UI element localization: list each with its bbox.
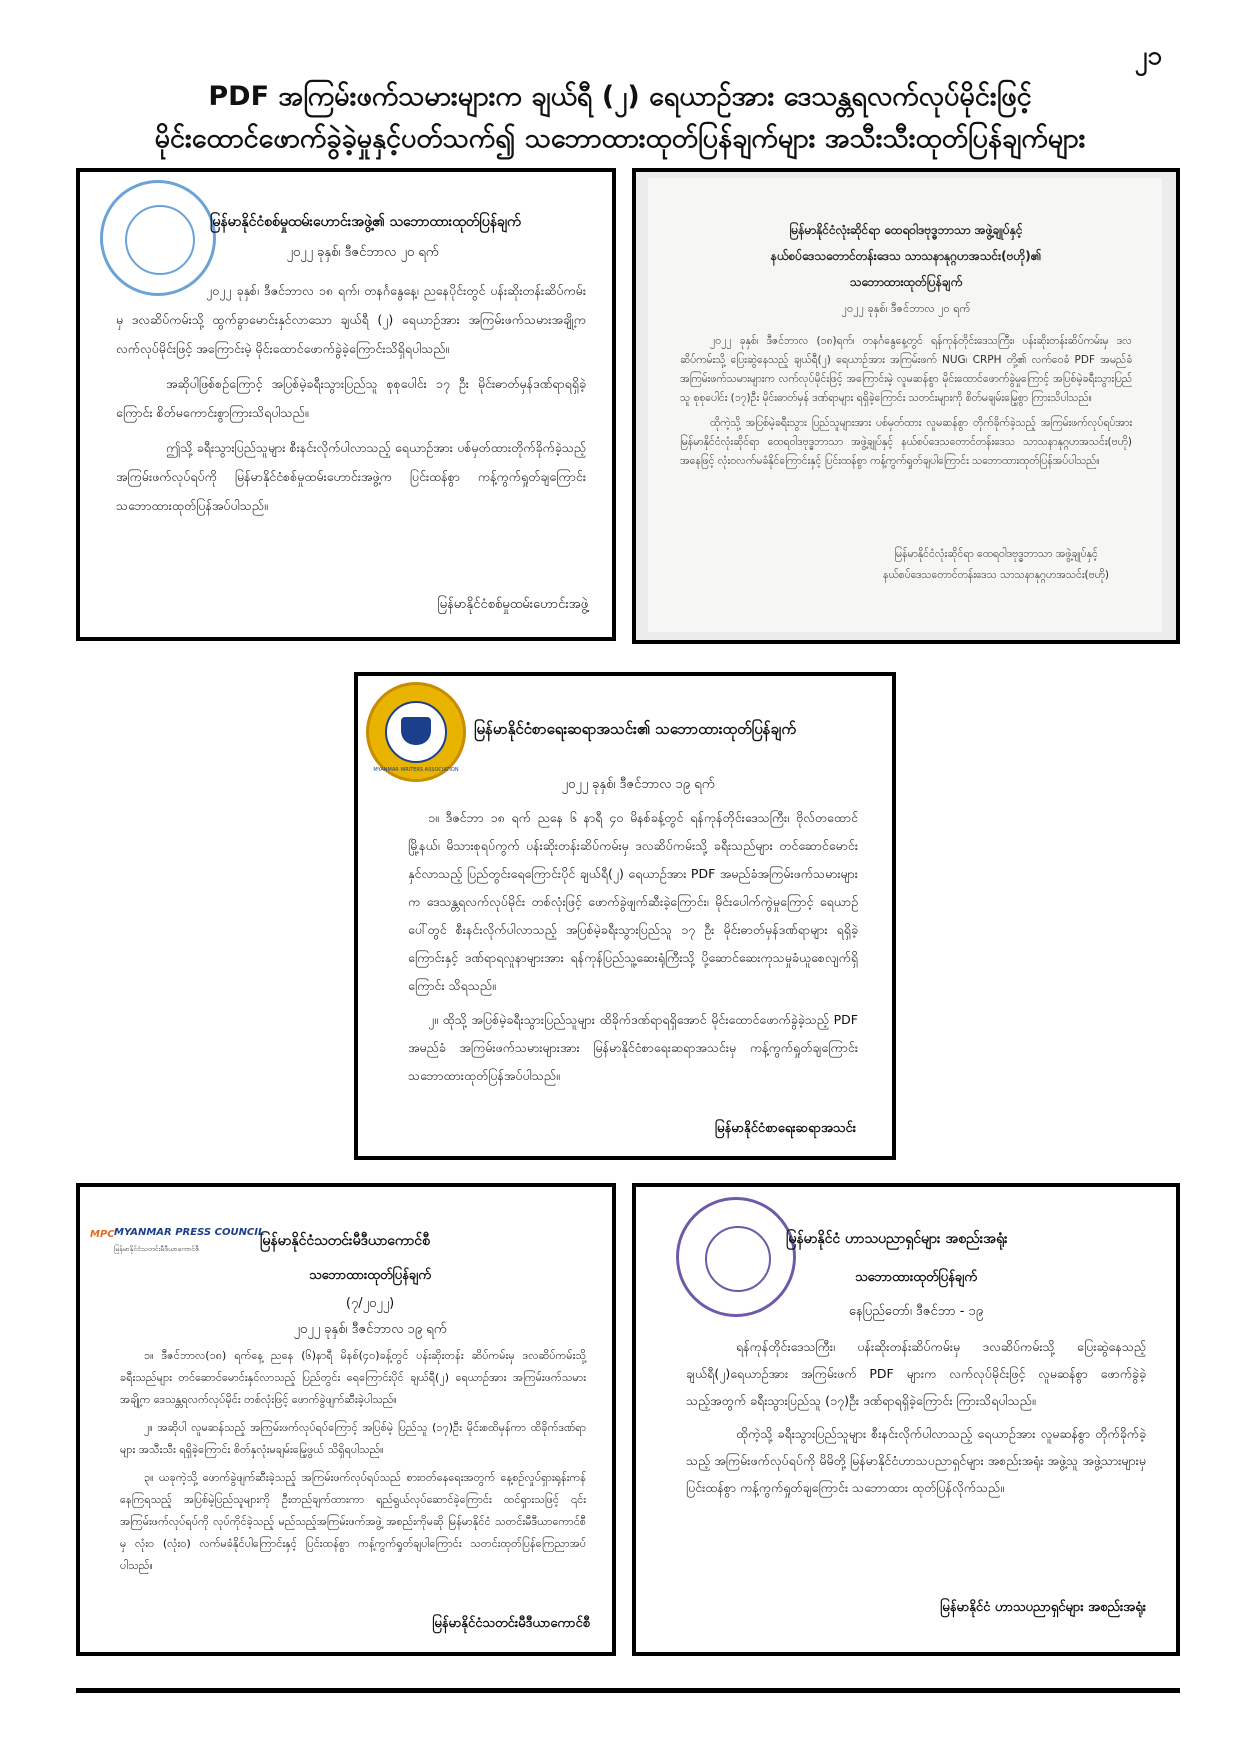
statement-title: မြန်မာနိုင်ငံသတင်းမီဒီယာကောင်စီ [260, 1233, 430, 1249]
statement-comedians-association [632, 1183, 1180, 1656]
statement-paragraph: အဆိုပါဖြစ်စဉ်ကြောင့် အပြစ်မဲ့ခရီးသွားပြည်သူ စုစုပေါင်း ၁၇ ဦး မိုင်းဓာတ်မှန်ဒဏ်ရာရရှိခဲ့ကြောင်း စိတ်မကောင်းစွာကြားသိရပါသည်။ [116, 376, 586, 420]
statement-subtitle: သဘောထားထုတ်ပြန်ချက် [309, 1268, 431, 1283]
page-title [60, 76, 1180, 160]
statement-signature: မြန်မာနိုင်ငံစာရေးဆရာအသင်း [714, 1121, 856, 1136]
statement-signature: မြန်မာနိုင်ငံ ဟာသပညာရှင်များ အစည်းအရုံး [940, 1600, 1146, 1615]
statement-paragraph: ထိုကဲ့သို့ ခရီးသွားပြည်သူများ စီးနင်းလိုက်ပါလာသည့် ရေယာဉ်အား လူမဆန်စွာ တိုက်ခိုက်ခဲ့သည့် အကြမ်းဖက်လုပ်ရပ်ကို မိမိတို့ မြန်မာနိုင်ငံဟာသပညာရှင်များ အစည်းအရုံး အဖွဲ့သူ အဖွဲ့သားများမှ ပြင်းထန်စွာ ကန့်ကွက်ရှုတ်ချကြောင်း သဘောထား ထုတ်ပြန်လိုက်သည်။ [686, 1426, 1146, 1495]
page-title-line-2: မိုင်းထောင်ဖောက်ခွဲခဲ့မှုနှင့်ပတ်သက်၍ သဘောထားထုတ်ပြန်ချက်များ အသီးသီးထုတ်ပြန်ချက်များ [154, 123, 1086, 154]
comedians-seal-icon [676, 1197, 796, 1317]
statement-paragraph: ၂၀၂၂ ခုနှစ်၊ ဒီဇင်ဘာလ (၁၈)ရက်၊ တနင်္ဂနွေနေ့တွင် ရန်ကုန်တိုင်းဒေသကြီး၊ ပန်းဆိုးတန်းဆိပ်ကမ်းမှ ဒလဆိပ်ကမ်းသို့ ပြေးဆွဲနေသည့် ချယ်ရီ(၂) ရေယာဉ်အား အကြမ်းဖက် NUG၊ CRPH တို့၏ လက်ဝေခံ PDF အမည်ခံ အကြမ်းဖက်သမားများက လက်လုပ်မိုင်းဖြင့် အကြောင်းမဲ့ လူမဆန်စွာ မိုင်းထောင်ဖောက်ခွဲမှုကြောင့် အပြစ်မဲ့ခရီးသွားပြည်သူ စုစုပေါင်း (၁၇)ဦး မိုင်းဓာတ်မှန် ဒဏ်ရာများ ရရှိခဲ့ကြောင်း သတင်းများကို စိတ်မချမ်းမြေ့စွာ ကြားသိပါသည်။ [680, 335, 1132, 404]
statement-paragraph: ၂။ အဆိုပါ လူမဆန်သည့် အကြမ်းဖက်လုပ်ရပ်ကြောင့် အပြစ်မဲ့ ပြည်သူ (၁၇)ဦး မိုင်းစထိမှန်ကာ ထိခိုက်ဒဏ်ရာများ အသီးသီး ရရှိခဲ့ကြောင်း စိတ်နှလုံးမချမ်းမြေ့ဖွယ် သိရှိရပါသည်။ [120, 1421, 586, 1456]
statement-paragraph: ၂။ ထိုသို့ အပြစ်မဲ့ခရီးသွားပြည်သူများ ထိခိုက်ဒဏ်ရာရရှိအောင် မိုင်းထောင်ဖောက်ခွဲခဲ့သည့် PDF အမည်ခံ အကြမ်းဖက်သမားများအား မြန်မာနိုင်ငံစာရေးဆရာအသင်းမှ ကန့်ကွက်ရှုတ်ချကြောင်း သဘောထားထုတ်ပြန်အပ်ပါသည်။ [408, 1012, 858, 1083]
logo-caption: MYANMAR WRITERS ASSOCIATION [373, 767, 459, 773]
statement-date: ၂၀၂၂ ခုနှစ်၊ ဒီဇင်ဘာလ ၁၉ ရက် [293, 1322, 447, 1337]
statement-date: ၂၀၂၂ ခုနှစ်၊ ဒီဇင်ဘာလ ၁၉ ရက် [561, 777, 715, 792]
statement-signature-line-1: မြန်မာနိုင်ငံလုံးဆိုင်ရာ ထေရဝါဒဗုဒ္ဓဘာသာ အဖွဲ့ချုပ်နှင့် [894, 548, 1098, 560]
statement-paragraph: ၂၀၂၂ ခုနှစ်၊ ဒီဇင်ဘာလ ၁၈ ရက်၊ တနင်္ဂနွေနေ့၊ ညနေပိုင်းတွင် ပန်းဆိုးတန်းဆိပ်ကမ်းမှ ဒလဆိပ်ကမ်းသို့ ထွက်ခွာမောင်းနှင်လာသော ချယ်ရီ (၂) ရေယာဉ်အား အကြမ်းဖက်သမားအချို့က လက်လုပ်မိုင်းဖြင့် အကြောင်းမဲ့ မိုင်းထောင်ဖောက်ခွဲခဲ့ကြောင်းသိရှိရပါသည်။ [116, 283, 586, 356]
statement-paragraph: ၁။ ဒီဇင်ဘာ ၁၈ ရက် ညနေ ၆ နာရီ ၄၀ မိနစ်ခန့်တွင် ရန်ကုန်တိုင်းဒေသကြီး၊ ဗိုလ်တထောင်မြို့နယ်၊ မိသားစုရပ်ကွက် ပန်းဆိုးတန်းဆိပ်ကမ်းမှ ဒလဆိပ်ကမ်းသို့ ခရီးသည်များ တင်ဆောင်မောင်းနှင်လာသည့် ပြည်တွင်းရေကြောင်းပိုင် ချယ်ရီ(၂) ရေယာဉ်အား PDF အမည်ခံအကြမ်းဖက်သမားများက ဒေသန္တရလက်လုပ်မိုင်း တစ်လုံးဖြင့် ဖောက်ခွဲဖျက်ဆီးခဲ့ကြောင်း၊ မိုင်းပေါက်ကွဲမှုကြောင့် ရေယာဉ်ပေါ်တွင် စီးနင်းလိုက်ပါလာသည့် အပြစ်မဲ့ခရီးသွားပြည်သူ ၁၇ ဦး မိုင်းဓာတ်မှန်ဒဏ်ရာများ ရရှိခဲ့ကြောင်းနှင့် ဒဏ်ရာရလူနာများအား ရန်ကုန်ပြည်သူ့ဆေးရုံကြီးသို့ ပို့ဆောင်ဆေးကုသမှုခံယူစေလျက်ရှိကြောင်း သိရသည်။ [408, 810, 858, 993]
page-number: ၂၁ [1134, 41, 1162, 71]
press-council-logo-icon [90, 1225, 265, 1265]
statement-date: ၂၀၂၂ ခုနှစ်၊ ဒီဇင်ဘာလ ၂၀ ရက် [286, 245, 439, 260]
footer-divider [76, 1688, 1180, 1693]
statement-signature: မြန်မာနိုင်ငံသတင်းမီဒီယာကောင်စီ [432, 1616, 590, 1631]
statement-paragraph: ဤသို့ ခရီးသွားပြည်သူများ စီးနင်းလိုက်ပါလာသည့် ရေယာဉ်အား ပစ်မှတ်ထားတိုက်ခိုက်ခဲ့သည့် အကြမ်းဖက်လုပ်ရပ်ကို မြန်မာနိုင်ငံစစ်မှုထမ်းဟောင်းအဖွဲ့က ပြင်းထန်စွာ ကန့်ကွက်ရှုတ်ချကြောင်း သဘောထားထုတ်ပြန်အပ်ပါသည်။ [116, 440, 586, 513]
statement-paragraph: ရန်ကုန်တိုင်းဒေသကြီး၊ ပန်းဆိုးတန်းဆိပ်ကမ်းမှ ဒလဆိပ်ကမ်းသို့ ပြေးဆွဲနေသည့် ချယ်ရီ(၂)ရေယာဉ်အား အကြမ်းဖက် PDF များက လက်လုပ်မိုင်းဖြင့် လူမဆန်စွာ ဖောက်ခွဲခဲ့သည့်အတွက် ခရီးသွားပြည်သူ (၁၇)ဦး ဒဏ်ရာရရှိခဲ့ကြောင်း ကြားသိရပါသည်။ [686, 1339, 1146, 1408]
logo-name: MYANMAR PRESS COUNCIL [114, 1227, 265, 1238]
statement-signature: မြန်မာနိုင်ငံစစ်မှုထမ်းဟောင်းအဖွဲ့ [437, 597, 588, 612]
statement-title: မြန်မာနိုင်ငံစစ်မှုထမ်းဟောင်းအဖွဲ့၏ သဘောထားထုတ်ပြန်ချက် [210, 214, 521, 230]
statement-signature-line-2: နယ်စပ်ဒေသတောင်တန်းဒေသ သာသနာနုဂ္ဂဟအသင်း(ဗဟို) [883, 569, 1109, 581]
statement-number: (၇/၂၀၂၂) [345, 1296, 395, 1311]
statement-title-line-3: သဘောထားထုတ်ပြန်ချက် [849, 275, 963, 289]
statement-paragraph: ထိုကဲ့သို့ အပြစ်မဲ့ခရီးသွား ပြည်သူများအား ပစ်မှတ်ထား လူမဆန်စွာ တိုက်ခိုက်ခဲ့သည့် အကြမ်းဖက်လုပ်ရပ်အား မြန်မာနိုင်ငံလုံးဆိုင်ရာ ထေရဝါဒဗုဒ္ဓဘာသာ အဖွဲ့ချုပ်နှင့် နယ်စပ်ဒေသတောင်တန်းဒေသ သာသနာနုဂ္ဂဟအသင်း(ဗဟို) အနေဖြင့် လုံးဝလက်မခံနိုင်ကြောင်းနှင့် ပြင်းထန်စွာ ကန့်ကွက်ရှုတ်ချပါကြောင်း သဘောထားထုတ်ပြန်အပ်ပါသည်။ [680, 417, 1132, 467]
statement-title: မြန်မာနိုင်ငံစာရေးဆရာအသင်း၏ သဘောထားထုတ်ပြန်ချက် [474, 720, 796, 738]
statement-title-line-2: နယ်စပ်ဒေသတောင်တန်းဒေသ သာသနာနုဂ္ဂဟအသင်း(ဗဟို)၏ [770, 249, 1042, 263]
statement-date: ၂၀၂၂ ခုနှစ်၊ ဒီဇင်ဘာလ ၂၀ ရက် [841, 302, 971, 315]
statement-subtitle: သဘောထားထုတ်ပြန်ချက် [855, 1270, 977, 1285]
logo-abbreviation: MPC [90, 1229, 115, 1240]
statement-writers-association [354, 672, 896, 1160]
statement-title: မြန်မာနိုင်ငံ ဟာသပညာရှင်များ အစည်းအရုံး [786, 1231, 1008, 1247]
writers-association-logo-icon [366, 682, 466, 782]
statement-veterans-association [76, 168, 616, 641]
statement-paragraph: ၁။ ဒီဇင်ဘာလ(၁၈) ရက်နေ့ ညနေ (၆)နာရီ မိနစ်(၄၀)ခန့်တွင် ပန်းဆိုးတန်း ဆိပ်ကမ်းမှ ဒလဆိပ်ကမ်းသို့ ခရီးသည်များ တင်ဆောင်မောင်းနှင်လာသည့် ပြည်တွင်း ရေကြောင်းပိုင် ချယ်ရီ(၂) ရေယာဉ်အား အကြမ်းဖက်သမားအချို့က ဒေသန္တရလက်လုပ်မိုင်း တစ်လုံးဖြင့် ဖောက်ခွဲဖျက်ဆီးခဲ့ပါသည်။ [120, 1349, 586, 1406]
statement-paragraph: ၃။ ယခုကဲ့သို့ ဖောက်ခွဲဖျက်ဆီးခဲ့သည့် အကြမ်းဖက်လုပ်ရပ်သည် စားဝတ်နေရေးအတွက် နေ့စဉ်လှုပ်ရှားရုန်းကန်နေကြရသည့် အပြစ်မဲ့ပြည်သူများကို ဦးတည်ချက်ထားကာ ရည်ရွယ်လုပ်ဆောင်ခဲ့ကြောင်း ထင်ရှားသဖြင့် ၎င်းအကြမ်းဖက်လုပ်ရပ်ကို လုပ်ကိုင်ခဲ့သည့် မည်သည့်အကြမ်းဖက်အဖွဲ့ အစည်းကိုမဆို မြန်မာနိုင်ငံ သတင်းမီဒီယာကောင်စီမှ လုံးဝ (လုံးဝ) လက်မခံနိုင်ပါကြောင်းနှင့် ပြင်းထန်စွာ ကန့်ကွက်ရှုတ်ချပါကြောင်း သတင်းထုတ်ပြန်ကြေညာအပ်ပါသည်။ [120, 1471, 586, 1572]
logo-subtext: မြန်မာနိုင်ငံသတင်းမီဒီယာကောင်စီ [114, 1245, 199, 1253]
statement-date: နေပြည်တော်၊ ဒီဇင်ဘာ - ၁၉ [848, 1304, 984, 1319]
statement-buddhist-association [632, 168, 1180, 644]
statement-press-council [76, 1183, 616, 1656]
statement-title-line-1: မြန်မာနိုင်ငံလုံးဆိုင်ရာ ထေရဝါဒဗုဒ္ဓဘာသာ အဖွဲ့ချုပ်နှင့် [789, 223, 1023, 237]
page-title-line-1: PDF အကြမ်းဖက်သမားများက ချယ်ရီ (၂) ရေယာဉ်အား ဒေသန္တရလက်လုပ်မိုင်းဖြင့် [208, 81, 1032, 112]
